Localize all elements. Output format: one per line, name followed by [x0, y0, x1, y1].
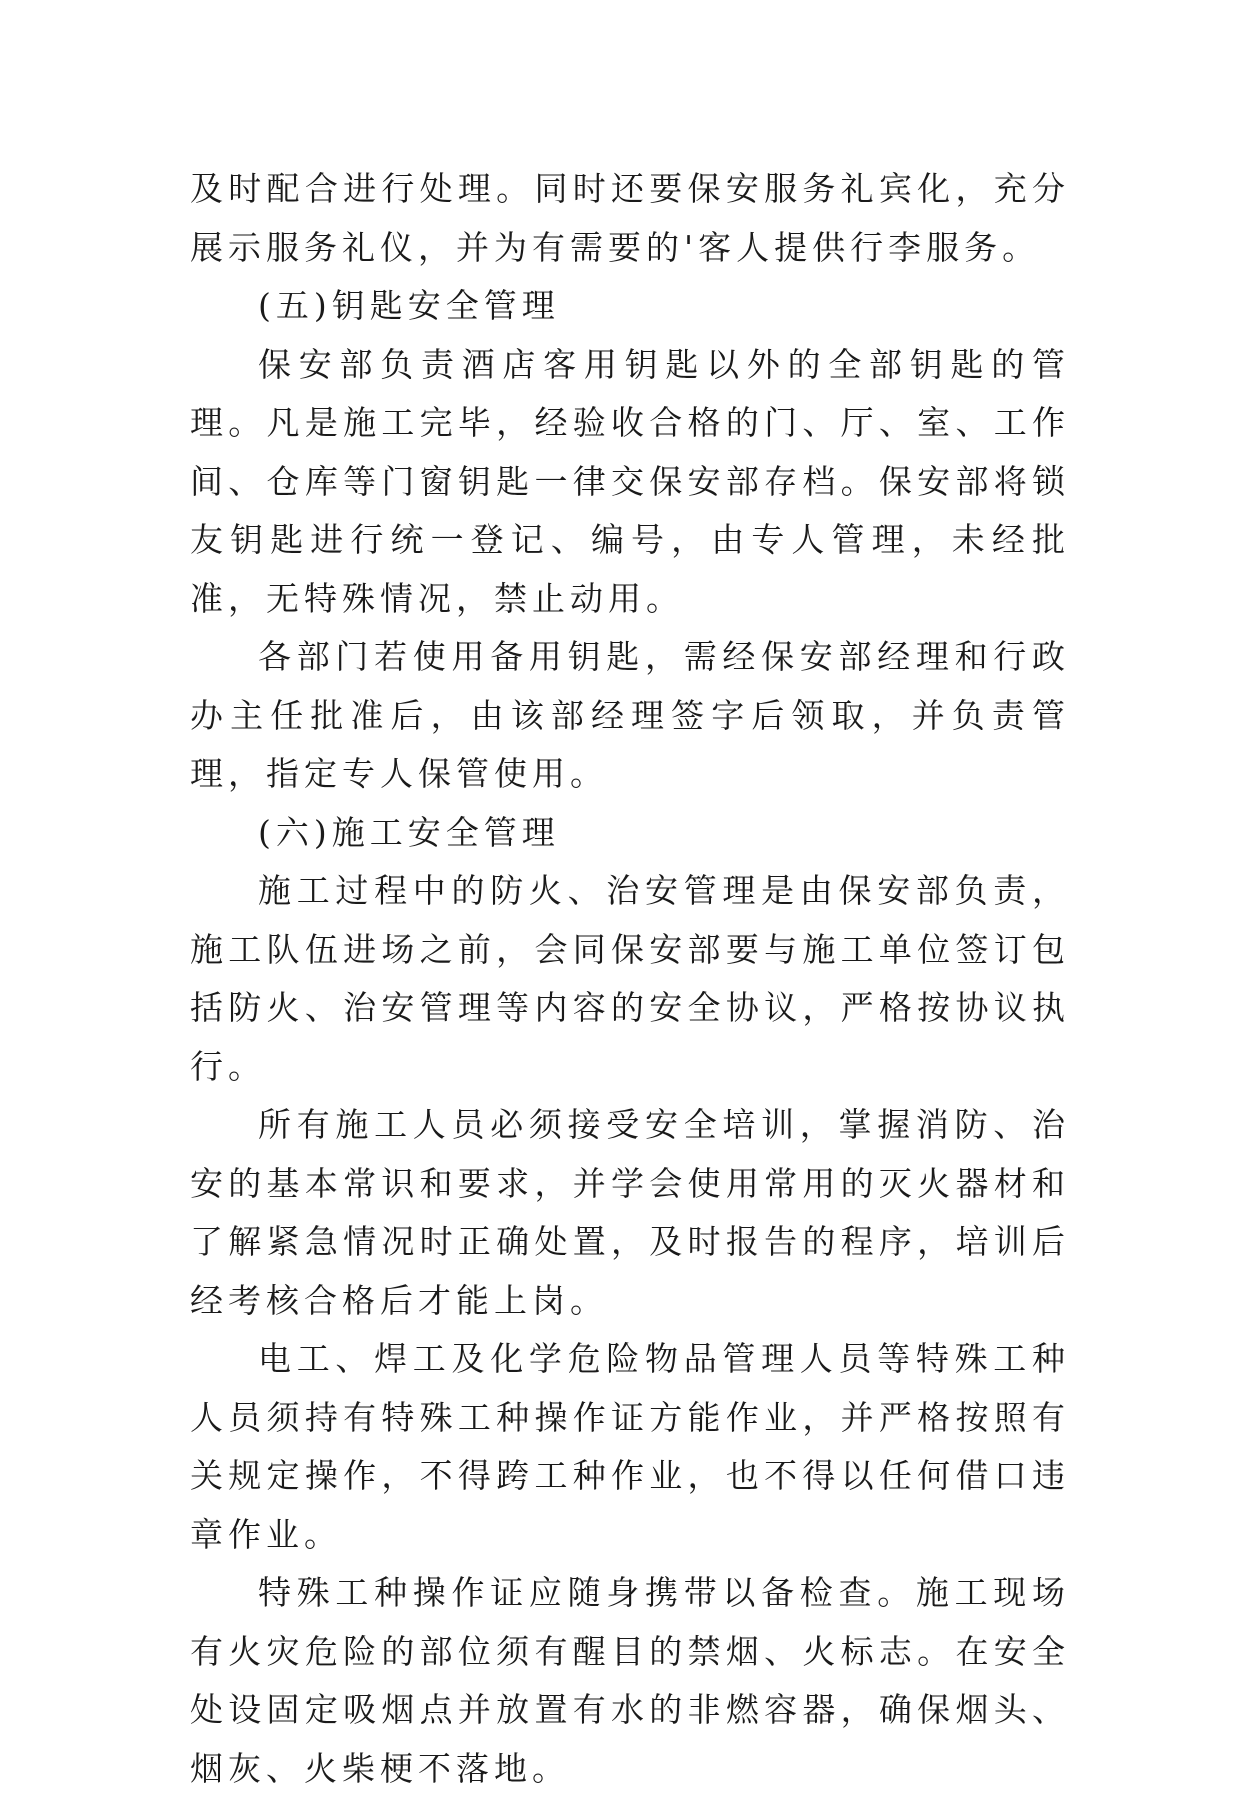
- paragraph: 保安部负责酒店客用钥匙以外的全部钥匙的管理。凡是施工完毕，经验收合格的门、厅、室、工作间、仓库等门窗钥匙一律交保安部存档。保安部将锁友钥匙进行统一登记、编号，由专人管理，未经批准，无特殊情况，禁止动用。: [190, 344, 1070, 618]
- paragraph: 所有施工人员必须接受安全培训，掌握消防、治安的基本常识和要求，并学会使用常用的灭火器材和了解紧急情况时正确处置，及时报告的程序，培训后经考核合格后才能上岗。: [190, 1105, 1070, 1320]
- paragraph: 各部门若使用备用钥匙，需经保安部经理和行政办主任批准后，由该部经理签字后领取，并负责管理，指定专人保管使用。: [190, 637, 1070, 793]
- paragraph-continuation: 及时配合进行处理。同时还要保安服务礼宾化，充分展示服务礼仪，并为有需要的'客人提供行李服务。: [190, 169, 1070, 267]
- paragraph: 特殊工种操作证应随身携带以备检查。施工现场有火灾危险的部位须有醒目的禁烟、火标志。在安全处设固定吸烟点并放置有水的非燃容器，确保烟头、烟灰、火柴梗不落地。: [190, 1573, 1070, 1788]
- section-heading-keys: (五)钥匙安全管理: [258, 286, 560, 325]
- section-heading-construction: (六)施工安全管理: [258, 812, 560, 852]
- document-body: [190, 160, 1070, 1798]
- paragraph: 施工过程中的防火、治安管理是由保安部负责，施工队伍进场之前，会同保安部要与施工单位签订包括防火、治安管理等内容的安全协议，严格按协议执行。: [190, 871, 1070, 1086]
- paragraph: 电工、焊工及化学危险物品管理人员等特殊工种人员须持有特殊工种操作证方能作业，并严格按照有关规定操作，不得跨工种作业，也不得以任何借口违章作业。: [190, 1339, 1070, 1554]
